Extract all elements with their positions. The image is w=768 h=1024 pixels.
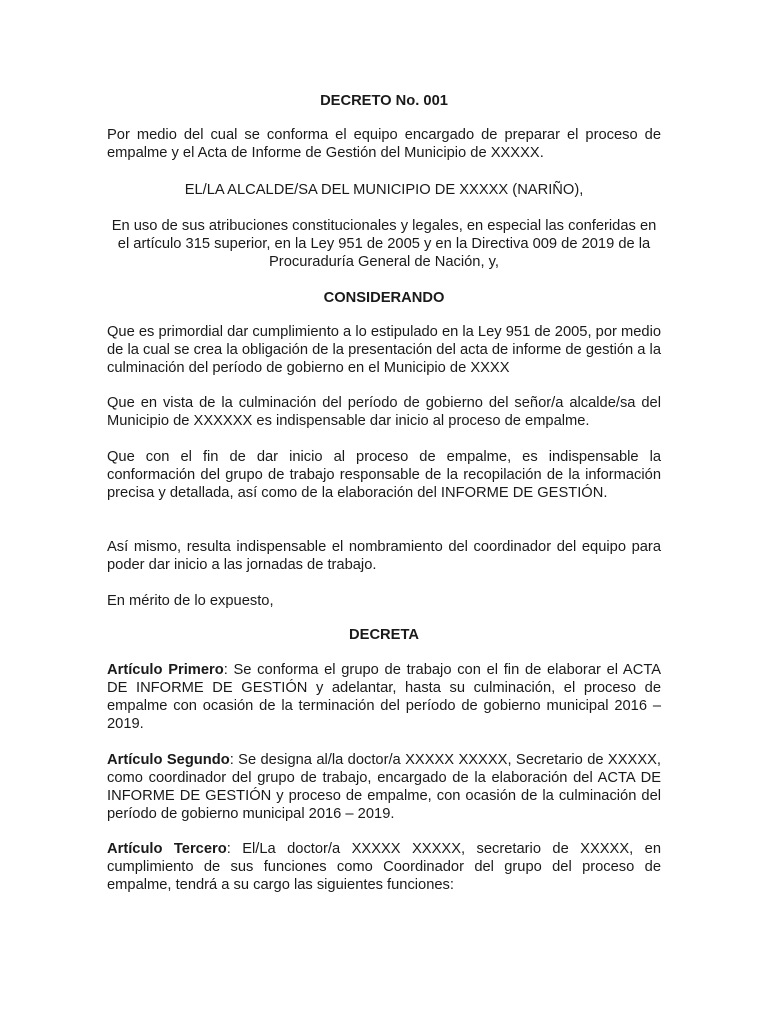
article-3-label: Artículo Tercero: [107, 841, 227, 857]
decree-purpose: Por medio del cual se conforma el equipo encargado de preparar el proceso de empalme y el Acta de Informe de Gestión del Municipio de XXXXX.: [107, 127, 661, 161]
merito-line: En mérito de lo expuesto,: [107, 593, 274, 609]
decreta-heading: DECRETA: [349, 627, 419, 643]
considerando-paragraph-3: Que con el fin de dar inicio al proceso de empalme, es indispensable la conformación del grupo de trabajo responsable de la recopilación de la información precisa y detallada, así como de la elaboración del INFORME DE GESTIÓN.: [107, 449, 661, 501]
article-1-text: : Se conforma el grupo de trabajo con el fin de elaborar el ACTA DE INFORME DE GESTIÓN y adelantar, hasta su culminación, el proceso de empalme con ocasión de la terminación del período de gobierno municipal 2016 – 2019.: [107, 662, 661, 732]
decree-authority: EL/LA ALCALDE/SA DEL MUNICIPIO DE XXXXX (NARIÑO),: [184, 182, 584, 198]
article-3-text: : El/La doctor/a XXXXX XXXXX, secretario de XXXXX, en cumplimiento de sus funciones como Coordinador del grupo del proceso de empalme, tendrá a su cargo las siguientes funciones:: [107, 841, 661, 893]
article-2: [107, 751, 661, 823]
decree-powers: En uso de sus atribuciones constitucionales y legales, en especial las conferidas en el artículo 315 superior, en la Ley 951 de 2005 y en la Directiva 009 de 2019 de la Procuraduría General de Nación, y,: [111, 218, 657, 270]
article-1-label: Artículo Primero: [107, 662, 224, 678]
article-3: [107, 840, 661, 894]
article-2-text: : Se designa al/la doctor/a XXXXX XXXXX, Secretario de XXXXX, como coordinador del grupo de trabajo, encargado de la elaboración del ACTA DE INFORME DE GESTIÓN y proceso de empalme, con ocasión de la culminación del período de gobierno municipal 2016 – 2019.: [107, 752, 661, 822]
considerando-heading: CONSIDERANDO: [323, 290, 445, 306]
considerando-paragraph-1: Que es primordial dar cumplimiento a lo estipulado en la Ley 951 de 2005, por medio de la cual se crea la obligación de la presentación del acta de informe de gestión a la culminación del período de gobierno en el Municipio de XXXX: [107, 324, 661, 376]
article-1: [107, 661, 661, 733]
decree-title: DECRETO No. 001: [320, 93, 448, 109]
article-2-label: Artículo Segundo: [107, 752, 230, 768]
considerando-paragraph-4: Así mismo, resulta indispensable el nombramiento del coordinador del equipo para poder dar inicio a las jornadas de trabajo.: [107, 539, 661, 573]
considerando-paragraph-2: Que en vista de la culminación del período de gobierno del señor/a alcalde/sa del Municipio de XXXXXX es indispensable dar inicio al proceso de empalme.: [107, 395, 661, 429]
